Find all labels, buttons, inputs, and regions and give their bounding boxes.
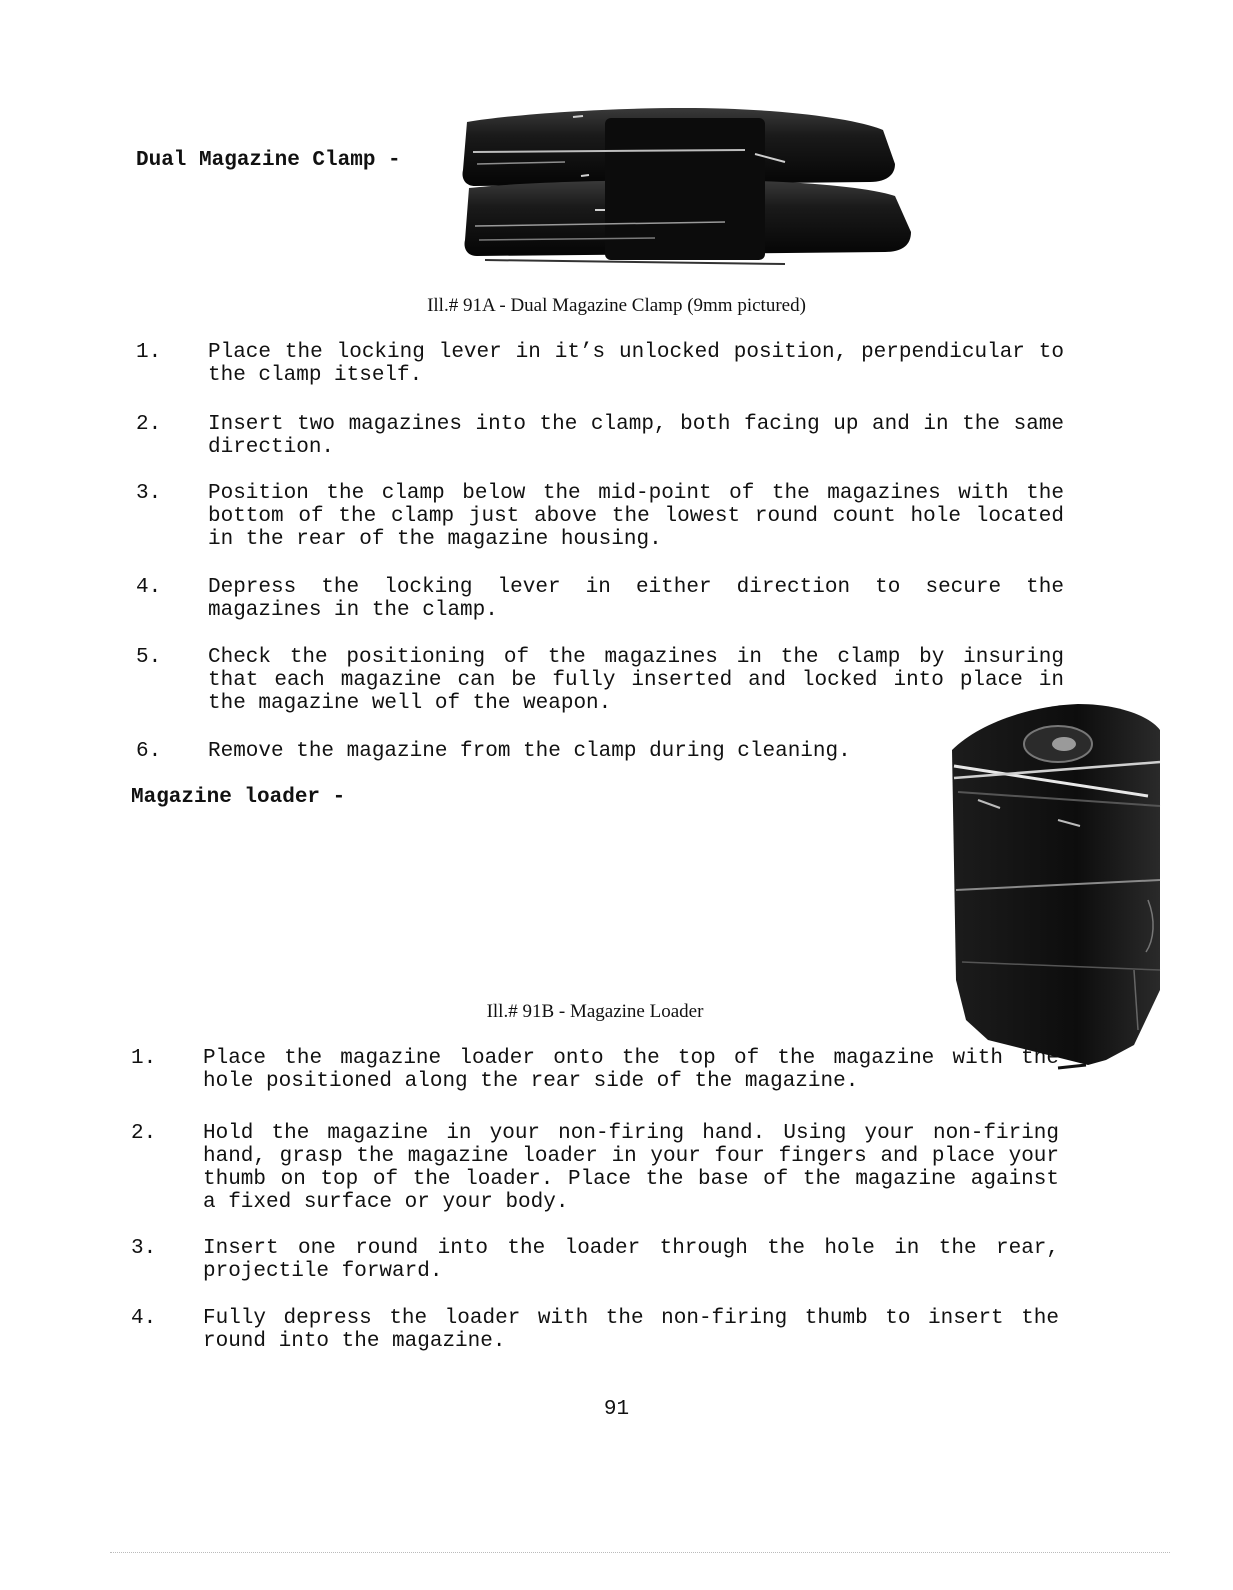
list-item-number: 2. [136,413,162,436]
figure-caption-91a: Ill.# 91A - Dual Magazine Clamp (9mm pictured) [427,295,806,316]
list-item-text: Insert one round into the loader through the hole in the rear, projectile forward. [203,1237,1059,1283]
list-item-number: 3. [136,482,162,505]
list-item-number: 2. [131,1122,157,1145]
figure-caption-91b: Ill.# 91B - Magazine Loader [486,1001,704,1022]
list-item-text: Insert two magazines into the clamp, both facing up and in the same direction. [208,413,1064,459]
section-heading-magazine-loader: Magazine loader - [131,786,346,809]
list-item-text: Depress the locking lever in either direction to secure the magazines in the clamp. [208,576,1064,622]
list-item-text: Place the locking lever in it’s unlocked position, perpendicular to the clamp itself. [208,341,1064,387]
list-item-text: Check the positioning of the magazines in the clamp by insuring that each magazine can be fully inserted and locked into place in the magazine well of the weapon. [208,646,1064,715]
list-item-number: 6. [136,740,162,763]
list-item-number: 4. [131,1307,157,1330]
page-number: 91 [603,1398,630,1421]
magazine-loader-image [938,700,1170,1075]
list-item-number: 1. [131,1047,157,1070]
dual-magazine-clamp-image [455,100,915,270]
list-item-number: 1. [136,341,162,364]
scan-edge-line [110,1552,1170,1553]
list-item-text: Place the magazine loader onto the top of the magazine with the hole positioned along the rear side of the magazine. [203,1047,1059,1093]
list-item-text: Position the clamp below the mid-point of the magazines with the bottom of the clamp just above the lowest round count hole located in the rear of the magazine housing. [208,482,1064,551]
list-item-text: Fully depress the loader with the non-firing thumb to insert the round into the magazine. [203,1307,1059,1353]
list-item-text: Hold the magazine in your non-firing hand. Using your non-firing hand, grasp the magazine loader in your four fingers and place your thumb on top of the loader. Place the base of the magazine against a fixed surface or your body. [203,1122,1059,1214]
list-item-number: 4. [136,576,162,599]
list-item-text: Remove the magazine from the clamp during cleaning. [208,740,851,763]
list-item-number: 5. [136,646,162,669]
section-heading-dual-magazine-clamp: Dual Magazine Clamp - [136,149,401,172]
list-item-number: 3. [131,1237,157,1260]
